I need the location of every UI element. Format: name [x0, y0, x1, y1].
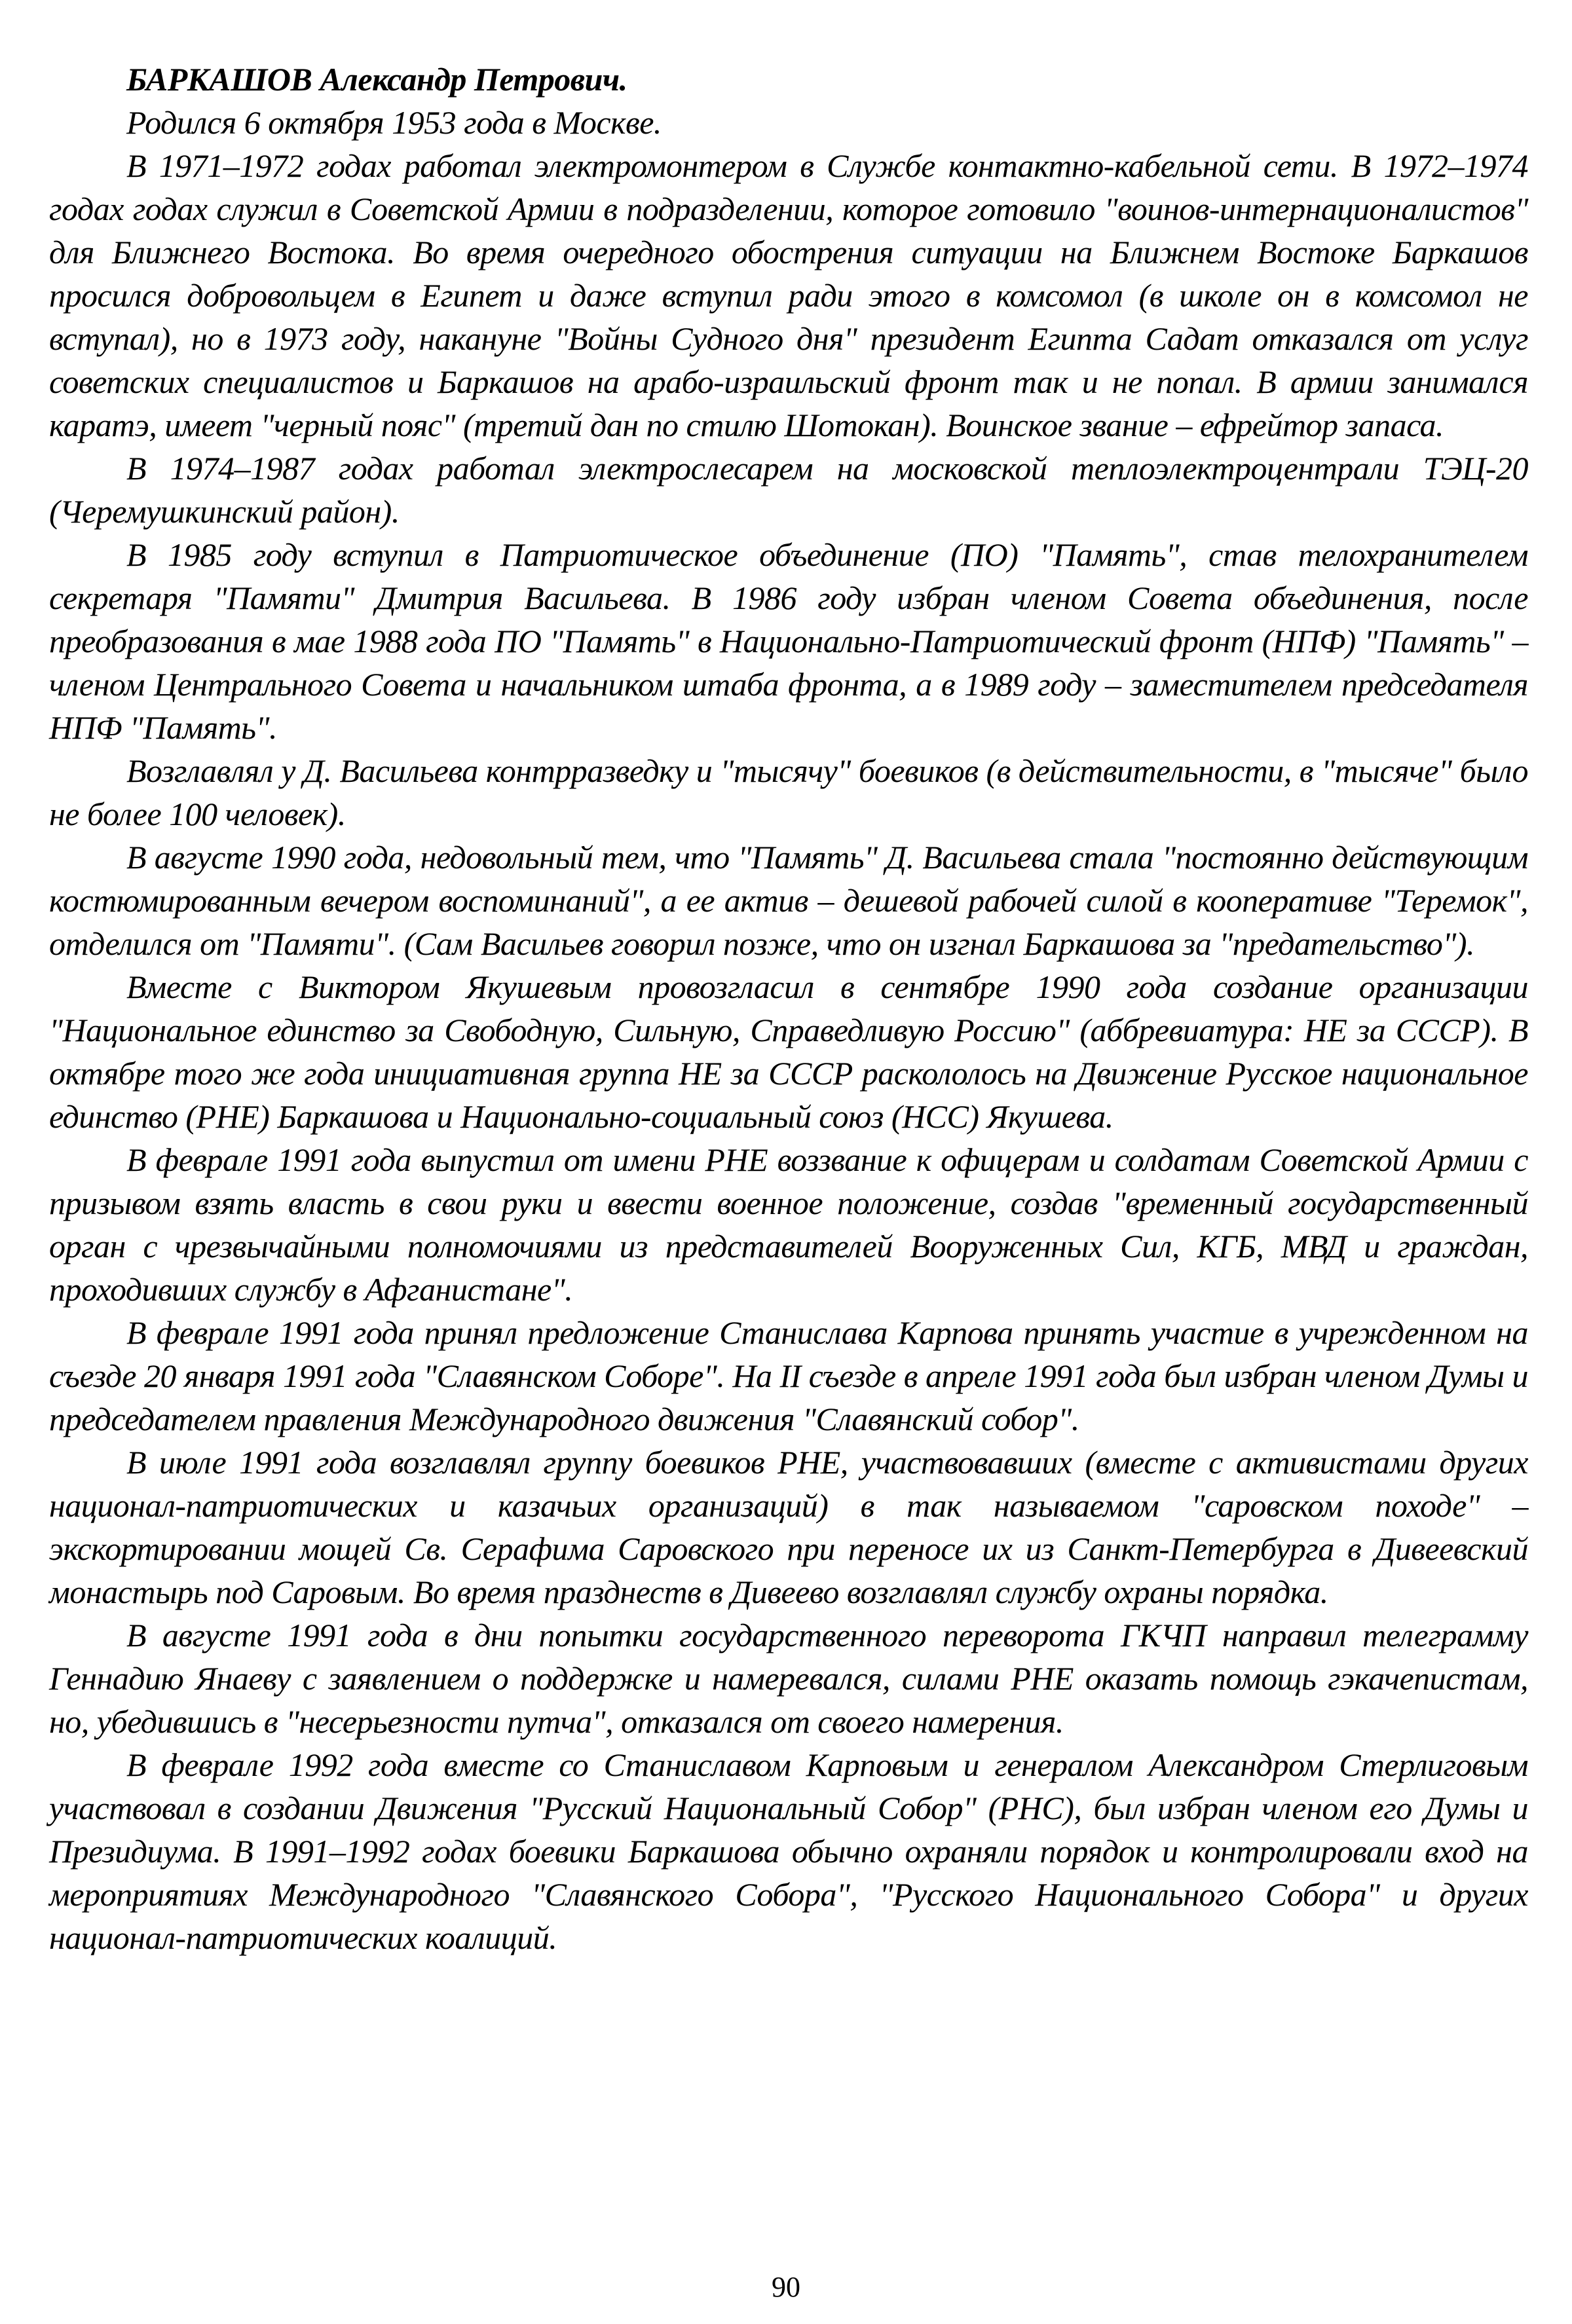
paragraph: В феврале 1991 года выпустил от имени РНЕ воззвание к офицерам и солдатам Советской Армии с призывом взять власть в свои руки и ввести военное положение, создав "временный государственный орган с чрезвычайными полномочиями из представителей Вооруженных Сил, КГБ, МВД и граждан, проходивших службу в Афганистане". [49, 1141, 1528, 1308]
paragraph: В феврале 1992 года вместе со Станиславом Карповым и генералом Александром Стерлиговым участвовал в создании Движения "Русский Национальный Собор" (РНС), был избран членом его Думы и Президиума. В 1991–1992 годах боевики Баркашова обычно охраняли порядок и контролировали вход на мероприятиях Международного "Славянского Собора", "Русского Национального Собора" и других национал-патриотических коалиций. [49, 1746, 1528, 1956]
paragraph: В феврале 1991 года принял предложение Станислава Карпова принять участие в учрежденном на съезде 20 января 1991 года "Славянском Соборе". На II съезде в апреле 1991 года был избран членом Думы и председателем правления Международного движения "Славянский собор". [49, 1314, 1528, 1437]
page-title: БАРКАШОВ Александр Петрович. [126, 61, 627, 98]
paragraph: В 1974–1987 годах работал электрослесарем на московской теплоэлектроцентрали ТЭЦ-20 (Черемушкинский район). [49, 450, 1528, 530]
paragraph: Родился 6 октября 1953 года в Москве. [126, 104, 662, 141]
paragraph: Возглавлял у Д. Васильева контрразведку и "тысячу" боевиков (в действительности, в "тысяче" было не более 100 человек). [49, 752, 1528, 832]
paragraph: В августе 1991 года в дни попытки государственного переворота ГКЧП направил телеграмму Геннадию Янаеву с заявлением о поддержке и намеревался, силами РНЕ оказать помощь гэкачепистам, но, убедившись в "несерьезности путча", отказался от своего намерения. [49, 1617, 1528, 1740]
paragraph: В 1985 году вступил в Патриотическое объединение (ПО) "Память", став телохранителем секретаря "Памяти" Дмитрия Васильева. В 1986 году избран членом Совета объединения, после преобразования в мае 1988 года ПО "Память" в Национально-Патриотический фронт (НПФ) "Память" – членом Центрального Совета и начальником штаба фронта, а в 1989 году – заместителем председателя НПФ "Память". [49, 536, 1528, 746]
paragraph: Вместе с Виктором Якушевым провозгласил в сентябре 1990 года создание организации "Национальное единство за Свободную, Сильную, Справедливую Россию" (аббревиатура: НЕ за СССР). В октябре того же года инициативная группа НЕ за СССР раскололось на Движение Русское национальное единство (РНЕ) Баркашова и Национально-социальный союз (НСС) Якушева. [49, 968, 1528, 1135]
paragraphs-container [49, 101, 1528, 1959]
paragraph: В 1971–1972 годах работал электромонтером в Службе контактно-кабельной сети. В 1972–1974 годах годах служил в Советской Армии в подразделении, которое готовило "воинов-интернационалистов" для Ближнего Востока. Во время очередного обострения ситуации на Ближнем Востоке Баркашов просился добровольцем в Египет и даже вступил ради этого в комсомол (в школе он в комсомол не вступал), но в 1973 году, накануне "Войны Судного дня" президент Египта Садат отказался от услуг советских специалистов и Баркашов на арабо-израильский фронт так и не попал. В армии занимался каратэ, имеет "черный пояс" (третий дан по стилю Шотокан). Воинское звание – ефрейтор запаса. [49, 147, 1528, 443]
paragraph: В июле 1991 года возглавлял группу боевиков РНЕ, участвовавших (вместе с активистами других национал-патриотических и казачьих организаций) в так называемом "саровском походе" – экскортировании мощей Св. Серафима Саровского при переносе их из Санкт-Петербурга в Дивеевский монастырь под Саровым. Во время празднеств в Дивеево возглавлял службу охраны порядка. [49, 1444, 1528, 1610]
body-text [49, 58, 1528, 1959]
paragraph: В августе 1990 года, недовольный тем, что "Память" Д. Васильева стала "постоянно действующим костюмированным вечером воспоминаний", а ее актив – дешевой рабочей силой в кооперативе "Теремок", отделился от "Памяти". (Сам Васильев говорил позже, что он изгнал Баркашова за "предательство"). [49, 839, 1528, 962]
page-number: 90 [772, 2271, 800, 2303]
